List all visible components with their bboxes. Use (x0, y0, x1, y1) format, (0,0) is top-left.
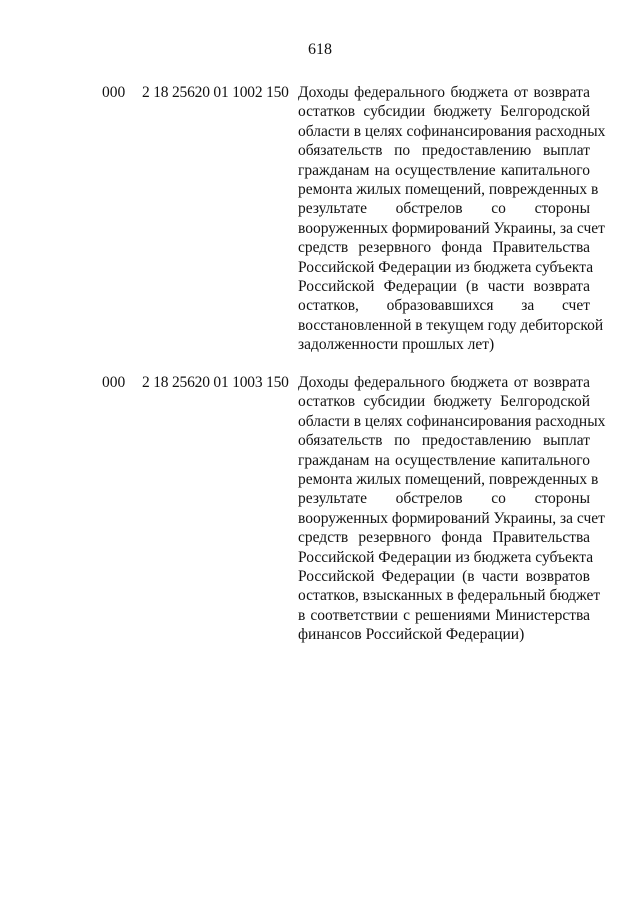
description-line: области в целях софинансирования расходных (298, 122, 606, 140)
admin-code: 000 (102, 84, 126, 101)
description-line: результате обстрелов со стороны (298, 200, 590, 218)
description-line: Российской Федерации (в части возвратов (298, 568, 590, 586)
description-line: ремонта жилых помещений, поврежденных в (298, 181, 599, 199)
description-line: остатков, взысканных в федеральный бюджет (298, 587, 601, 605)
kbk-code: 2 18 25620 01 1003 150 (142, 374, 289, 391)
description-line: Доходы федерального бюджета от возврата (298, 84, 590, 101)
description-line: ремонта жилых помещений, поврежденных в (298, 471, 599, 489)
description-line: обязательств по предоставлению выплат (298, 142, 590, 160)
entry-description (298, 373, 606, 645)
description-line: Российской Федерации из бюджета субъекта (298, 258, 594, 276)
kbk-code: 2 18 25620 01 1002 150 (142, 84, 289, 101)
description-line: финансов Российской Федерации) (298, 626, 525, 644)
description-line: Доходы федерального бюджета от возврата (298, 374, 590, 391)
page-number: 618 (308, 41, 332, 58)
description-line: остатков субсидии бюджету Белгородской (298, 103, 590, 121)
description-line: остатков, образовавшихся за счет (298, 297, 590, 315)
entry-description (298, 83, 606, 355)
description-line: средств резервного фонда Правительства (298, 239, 590, 257)
description-line: области в целях софинансирования расходных (298, 412, 606, 430)
description-line: Российской Федерации из бюджета субъекта (298, 548, 594, 566)
description-line: гражданам на осуществление капитального (298, 161, 590, 179)
description-line: вооруженных формирований Украины, за счет (298, 509, 605, 527)
description-line: восстановленной в текущем году дебиторской (298, 316, 604, 334)
description-line: результате обстрелов со стороны (298, 490, 590, 508)
description-line: Российской Федерации (в части возврата (298, 278, 590, 296)
description-line: задолженности прошлых лет) (298, 336, 495, 354)
description-line: гражданам на осуществление капитального (298, 451, 590, 469)
description-line: остатков субсидии бюджету Белгородской (298, 393, 590, 411)
description-line: средств резервного фонда Правительства (298, 529, 590, 547)
description-line: вооруженных формирований Украины, за счет (298, 219, 605, 237)
description-line: в соответствии с решениями Министерства (298, 606, 590, 624)
description-line: обязательств по предоставлению выплат (298, 432, 590, 450)
admin-code: 000 (102, 374, 126, 391)
